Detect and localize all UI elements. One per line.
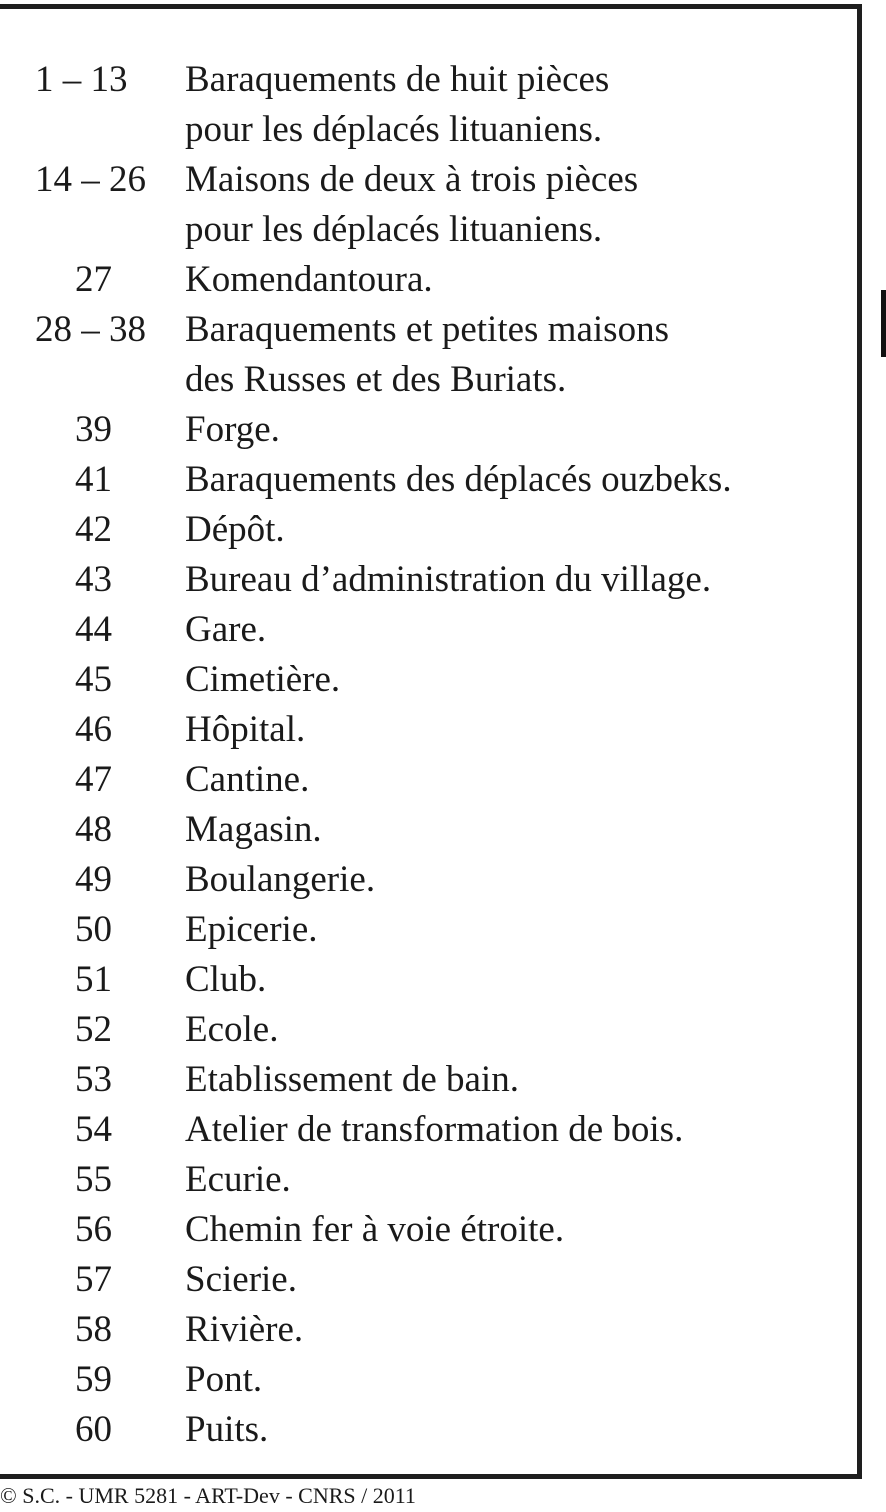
legend-number: 44 (75, 609, 112, 650)
legend-text: des Russes et des Buriats. (185, 359, 567, 400)
legend-text: Maisons de deux à trois pièces (185, 159, 639, 200)
legend-number: 58 (75, 1309, 112, 1350)
legend-text: pour les déplacés lituaniens. (185, 209, 603, 250)
legend-number: 14 – 26 (35, 159, 146, 200)
legend-number: 55 (75, 1159, 112, 1200)
legend-number: 59 (75, 1359, 112, 1400)
legend-text: Komendantoura. (185, 259, 433, 300)
legend-number: 27 (75, 259, 112, 300)
legend-text: Puits. (185, 1409, 269, 1450)
legend-number: 47 (75, 759, 112, 800)
legend-text: Baraquements et petites maisons (185, 309, 669, 350)
legend-text: Bureau d’administration du village. (185, 559, 712, 600)
legend-number: 28 – 38 (35, 309, 146, 350)
legend-text: Chemin fer à voie étroite. (185, 1209, 565, 1250)
legend-number: 39 (75, 409, 112, 450)
legend-text: Baraquements des déplacés ouzbeks. (185, 459, 732, 500)
legend-number: 60 (75, 1409, 112, 1450)
legend-text: Atelier de transformation de bois. (185, 1109, 684, 1150)
legend-number: 57 (75, 1259, 112, 1300)
legend-text: Rivière. (185, 1309, 304, 1350)
legend-text: Club. (185, 959, 267, 1000)
legend-text: Scierie. (185, 1259, 297, 1300)
legend-text: Forge. (185, 409, 280, 450)
legend-number: 53 (75, 1059, 112, 1100)
legend-number: 50 (75, 909, 112, 950)
legend-number: 56 (75, 1209, 112, 1250)
legend-number: 54 (75, 1109, 112, 1150)
legend-number: 1 – 13 (35, 59, 128, 100)
legend-text: Dépôt. (185, 509, 285, 550)
legend-number: 52 (75, 1009, 112, 1050)
legend-text: Ecurie. (185, 1159, 291, 1200)
legend-text: Ecole. (185, 1009, 279, 1050)
legend-number: 48 (75, 809, 112, 850)
legend-text: Etablissement de bain. (185, 1059, 519, 1100)
legend-text: Baraquements de huit pièces (185, 59, 610, 100)
legend-text: Pont. (185, 1359, 263, 1400)
edge-mark (881, 290, 886, 357)
legend-number: 43 (75, 559, 112, 600)
legend-number: 42 (75, 509, 112, 550)
legend-number: 51 (75, 959, 112, 1000)
legend-number: 46 (75, 709, 112, 750)
legend-number: 49 (75, 859, 112, 900)
legend-text: Cimetière. (185, 659, 341, 700)
legend-text: Gare. (185, 609, 267, 650)
legend-text: Hôpital. (185, 709, 306, 750)
legend-number: 45 (75, 659, 112, 700)
legend-text: Epicerie. (185, 909, 318, 950)
legend-text: Cantine. (185, 759, 310, 800)
legend-number: 41 (75, 459, 112, 500)
legend-text: Boulangerie. (185, 859, 376, 900)
legend-text: pour les déplacés lituaniens. (185, 109, 603, 150)
legend-text: Magasin. (185, 809, 322, 850)
copyright-credit: © S.C. - UMR 5281 - ART-Dev - CNRS / 2011 (0, 1483, 416, 1508)
